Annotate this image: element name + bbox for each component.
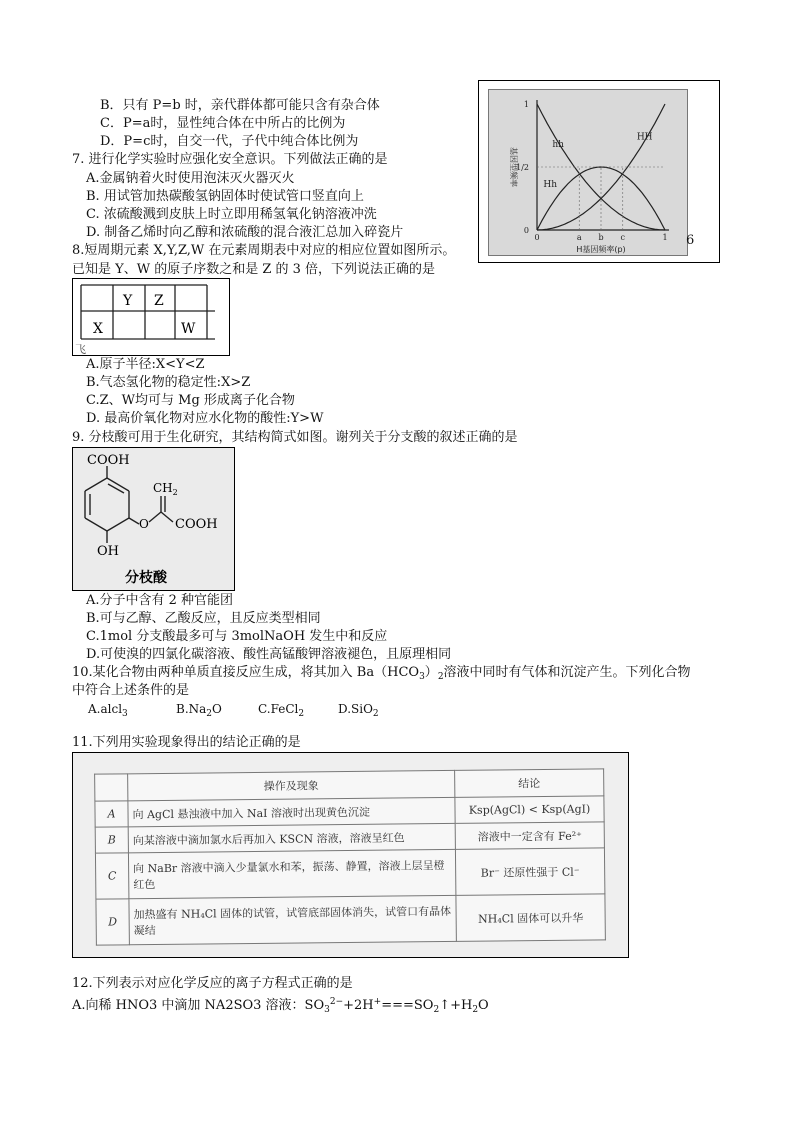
q7-option-b: B. 用试管加热碳酸氢钠固体时使试管口竖直向上 <box>86 189 364 204</box>
svg-text:CH2 <box>153 481 178 497</box>
q9-option-c: C.1mol 分支酸最多可与 3molNaOH 发生中和反应 <box>86 629 388 644</box>
table-row: B 向某溶液中滴加氯水后再加入 KSCN 溶液，溶液呈红色 溶液中一定含有 Fe²⁺ <box>95 822 604 853</box>
q9-stem: 9. 分枝酸可用于生化研究，其结构简式如图。谢列关于分支酸的叙述正确的是 <box>72 430 518 445</box>
chart-corner-mark: 6 <box>686 233 695 248</box>
periodic-table-grid <box>72 278 230 356</box>
q7-option-a: A.金属钠着火时使用泡沫灭火器灭火 <box>86 171 295 186</box>
experiment-table <box>94 768 606 945</box>
q10-option-b: $B.Na_2O$ <box>176 702 222 719</box>
q8-option-b: B.气态氢化物的稳定性:X>Z <box>86 375 251 390</box>
q10-option-c: C.FeCl$_2$ <box>258 702 305 719</box>
y-tick-label: 1 <box>523 100 529 109</box>
grid-x-label: X <box>93 321 103 337</box>
genotype-frequency-chart <box>478 80 720 263</box>
table-row: D 加热盛有 NH₄Cl 固体的试管，试管底部固体消失，试管口有晶体凝结 NH₄Cl 固体可以升华 <box>96 894 605 945</box>
q7-option-c: C. 浓硫酸溅到皮肤上时立即用稀氢氧化钠溶液冲洗 <box>86 207 377 222</box>
table-row: A 向 AgCl 悬浊液中加入 NaI 溶液时出现黄色沉淀 Ksp(AgCl) < Ksp(AgI) <box>95 796 604 827</box>
q8-stem-line2: 已知是 Y、W 的原子序数之和是 Z 的 3 倍，下列说法正确的是 <box>72 262 436 277</box>
q12-option-a: A.向稀 HNO3 中滴加 NA2SO3 溶液：$SO_3^{2-}+2H^+===SO_2↑+H_2O$ <box>72 997 489 1015</box>
q10-option-d: D.SiO$_2$ <box>338 702 379 719</box>
grid-z-label: Z <box>154 293 164 309</box>
table-header-conclusion: 结论 <box>455 769 604 798</box>
q7-option-d: D. 制备乙烯时向乙醇和浓硫酸的混合液汇总加入碎瓷片 <box>86 225 404 240</box>
mol-cooh-side: COOH <box>175 517 218 532</box>
x-axis-title: H基因频率(p) <box>576 245 626 254</box>
q6-option-d: D．P=c时，自交一代，子代中纯合体比例为 <box>100 134 359 149</box>
q11-stem: 11.下列用实验现象得出的结论正确的是 <box>72 735 301 750</box>
x-tick-label: a <box>576 233 582 242</box>
q10-option-a: A.alcl$_3$ <box>88 702 128 719</box>
mol-oh: OH <box>97 544 119 559</box>
chorismic-acid-structure <box>72 447 235 591</box>
q10-stem: 10.某化合物由两种单质直接反应生成，将其加入 $Ba(HCO_3)_2$溶液中同时有气体和沉淀产生。下列化合物 <box>72 665 691 682</box>
q6-option-b: B．只有 P=b 时，亲代群体都可能只含有杂合体 <box>100 98 380 113</box>
q12-stem: 12.下列表示对应化学反应的离子方程式正确的是 <box>72 976 353 991</box>
y-tick-label: 0 <box>523 226 529 235</box>
chart-plot-area <box>488 89 688 256</box>
q9-option-a: A.分子中含有 2 种官能团 <box>86 593 234 608</box>
q10-stem-line2: 中符合上述条件的是 <box>72 683 190 698</box>
q8-option-d: D. 最高价氧化物对应水化物的酸性:Y>W <box>86 411 324 426</box>
x-tick-label: b <box>598 233 604 242</box>
mol-ch2: CH <box>153 481 173 495</box>
series-label-hh: Hh <box>543 180 558 191</box>
q8-stem: 8.短周期元素 X,Y,Z,W 在元素周期表中对应的相应位置如图所示。 <box>72 243 456 258</box>
mol-ch2-sub: 2 <box>172 488 178 497</box>
grid-stray-mark: 飞 <box>75 343 86 355</box>
experiment-table-photo <box>72 752 629 958</box>
mol-ether-o: O <box>139 517 149 531</box>
q8-option-a: A.原子半径:X<Y<Z <box>86 357 205 372</box>
grid-w-label: W <box>181 321 196 337</box>
x-tick-label: 1 <box>662 233 668 242</box>
grid-y-label: Y <box>123 293 133 309</box>
mol-cooh-top: COOH <box>87 453 130 468</box>
q9-option-d: D.可使溴的四氯化碳溶液、酸性高锰酸钾溶液褪色，且原理相同 <box>86 647 452 662</box>
q7-stem: 7. 进行化学实验时应强化安全意识。下列做法正确的是 <box>72 152 388 167</box>
series-label-hh: hh <box>552 139 564 150</box>
series-label-hh: HH <box>636 132 653 143</box>
table-row: C 向 NaBr 溶液中滴入少量氯水和苯，振荡、静置，溶液上层呈橙红色 Br⁻ 还原性强于 Cl⁻ <box>95 848 604 899</box>
q9-option-b: B.可与乙醇、乙酸反应，且反应类型相同 <box>86 611 321 626</box>
table-header-operation: 操作及现象 <box>128 770 455 800</box>
x-tick-label: c <box>620 233 626 242</box>
chart-svg <box>489 90 687 255</box>
q6-option-c: C．P=a时，显性纯合体在中所占的比例为 <box>100 116 346 131</box>
q8-option-c: C.Z、W均可与 Mg 形成离子化合物 <box>86 393 295 408</box>
x-tick-label: 0 <box>534 233 540 242</box>
y-axis-title: 基因型频率 <box>509 147 518 187</box>
mol-name: 分枝酸 <box>125 570 167 586</box>
y-tick-label: 1/2 <box>516 163 529 172</box>
